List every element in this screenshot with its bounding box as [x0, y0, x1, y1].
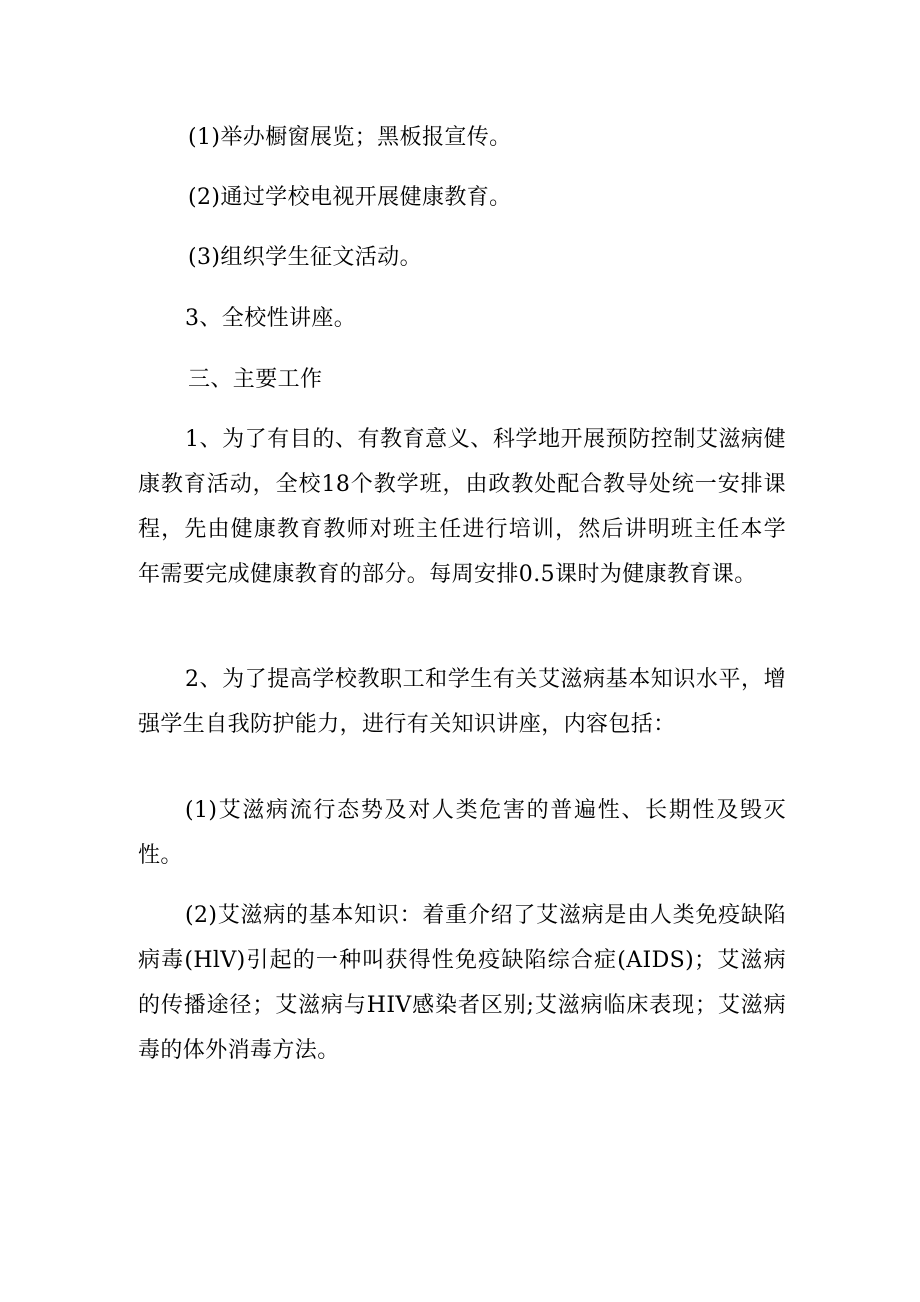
sub-item-epidemic-trend: (1)艾滋病流行态势及对人类危害的普遍性、长期性及毁灭性。	[138, 798, 786, 868]
section-heading-main-work: 三、主要工作	[188, 367, 323, 392]
paragraph-work-1: 1、为了有目的、有教育意义、科学地开展预防控制艾滋病健康教育活动，全校18个教学班，由政教处配合教导处统一安排课程，先由健康教育教师对班主任进行培训，然后讲明班主任本学年需要完成健康教育的部分。每周安排0.5课时为健康教育课。	[138, 427, 786, 587]
sub-item-window-exhibition: (1)举办橱窗展览；黑板报宣传。	[188, 125, 512, 150]
sub-item-school-tv: (2)通过学校电视开展健康教育。	[188, 185, 512, 210]
paragraph-work-2: 2、为了提高学校教职工和学生有关艾滋病基本知识水平，增强学生自我防护能力，进行有关知识讲座，内容包括：	[138, 667, 786, 737]
sub-item-basic-knowledge: (2)艾滋病的基本知识：着重介绍了艾滋病是由人类免疫缺陷病毒(HlV)引起的一种叫获得性免疫缺陷综合症(AIDS)；艾滋病的传播途径；艾滋病与HIV感染者区别;艾滋病临床表现；艾滋病毒的体外消毒方法。	[138, 903, 786, 1063]
sub-item-essay-activity: (3)组织学生征文活动。	[188, 245, 422, 270]
list-item-lecture: 3、全校性讲座。	[185, 306, 357, 331]
